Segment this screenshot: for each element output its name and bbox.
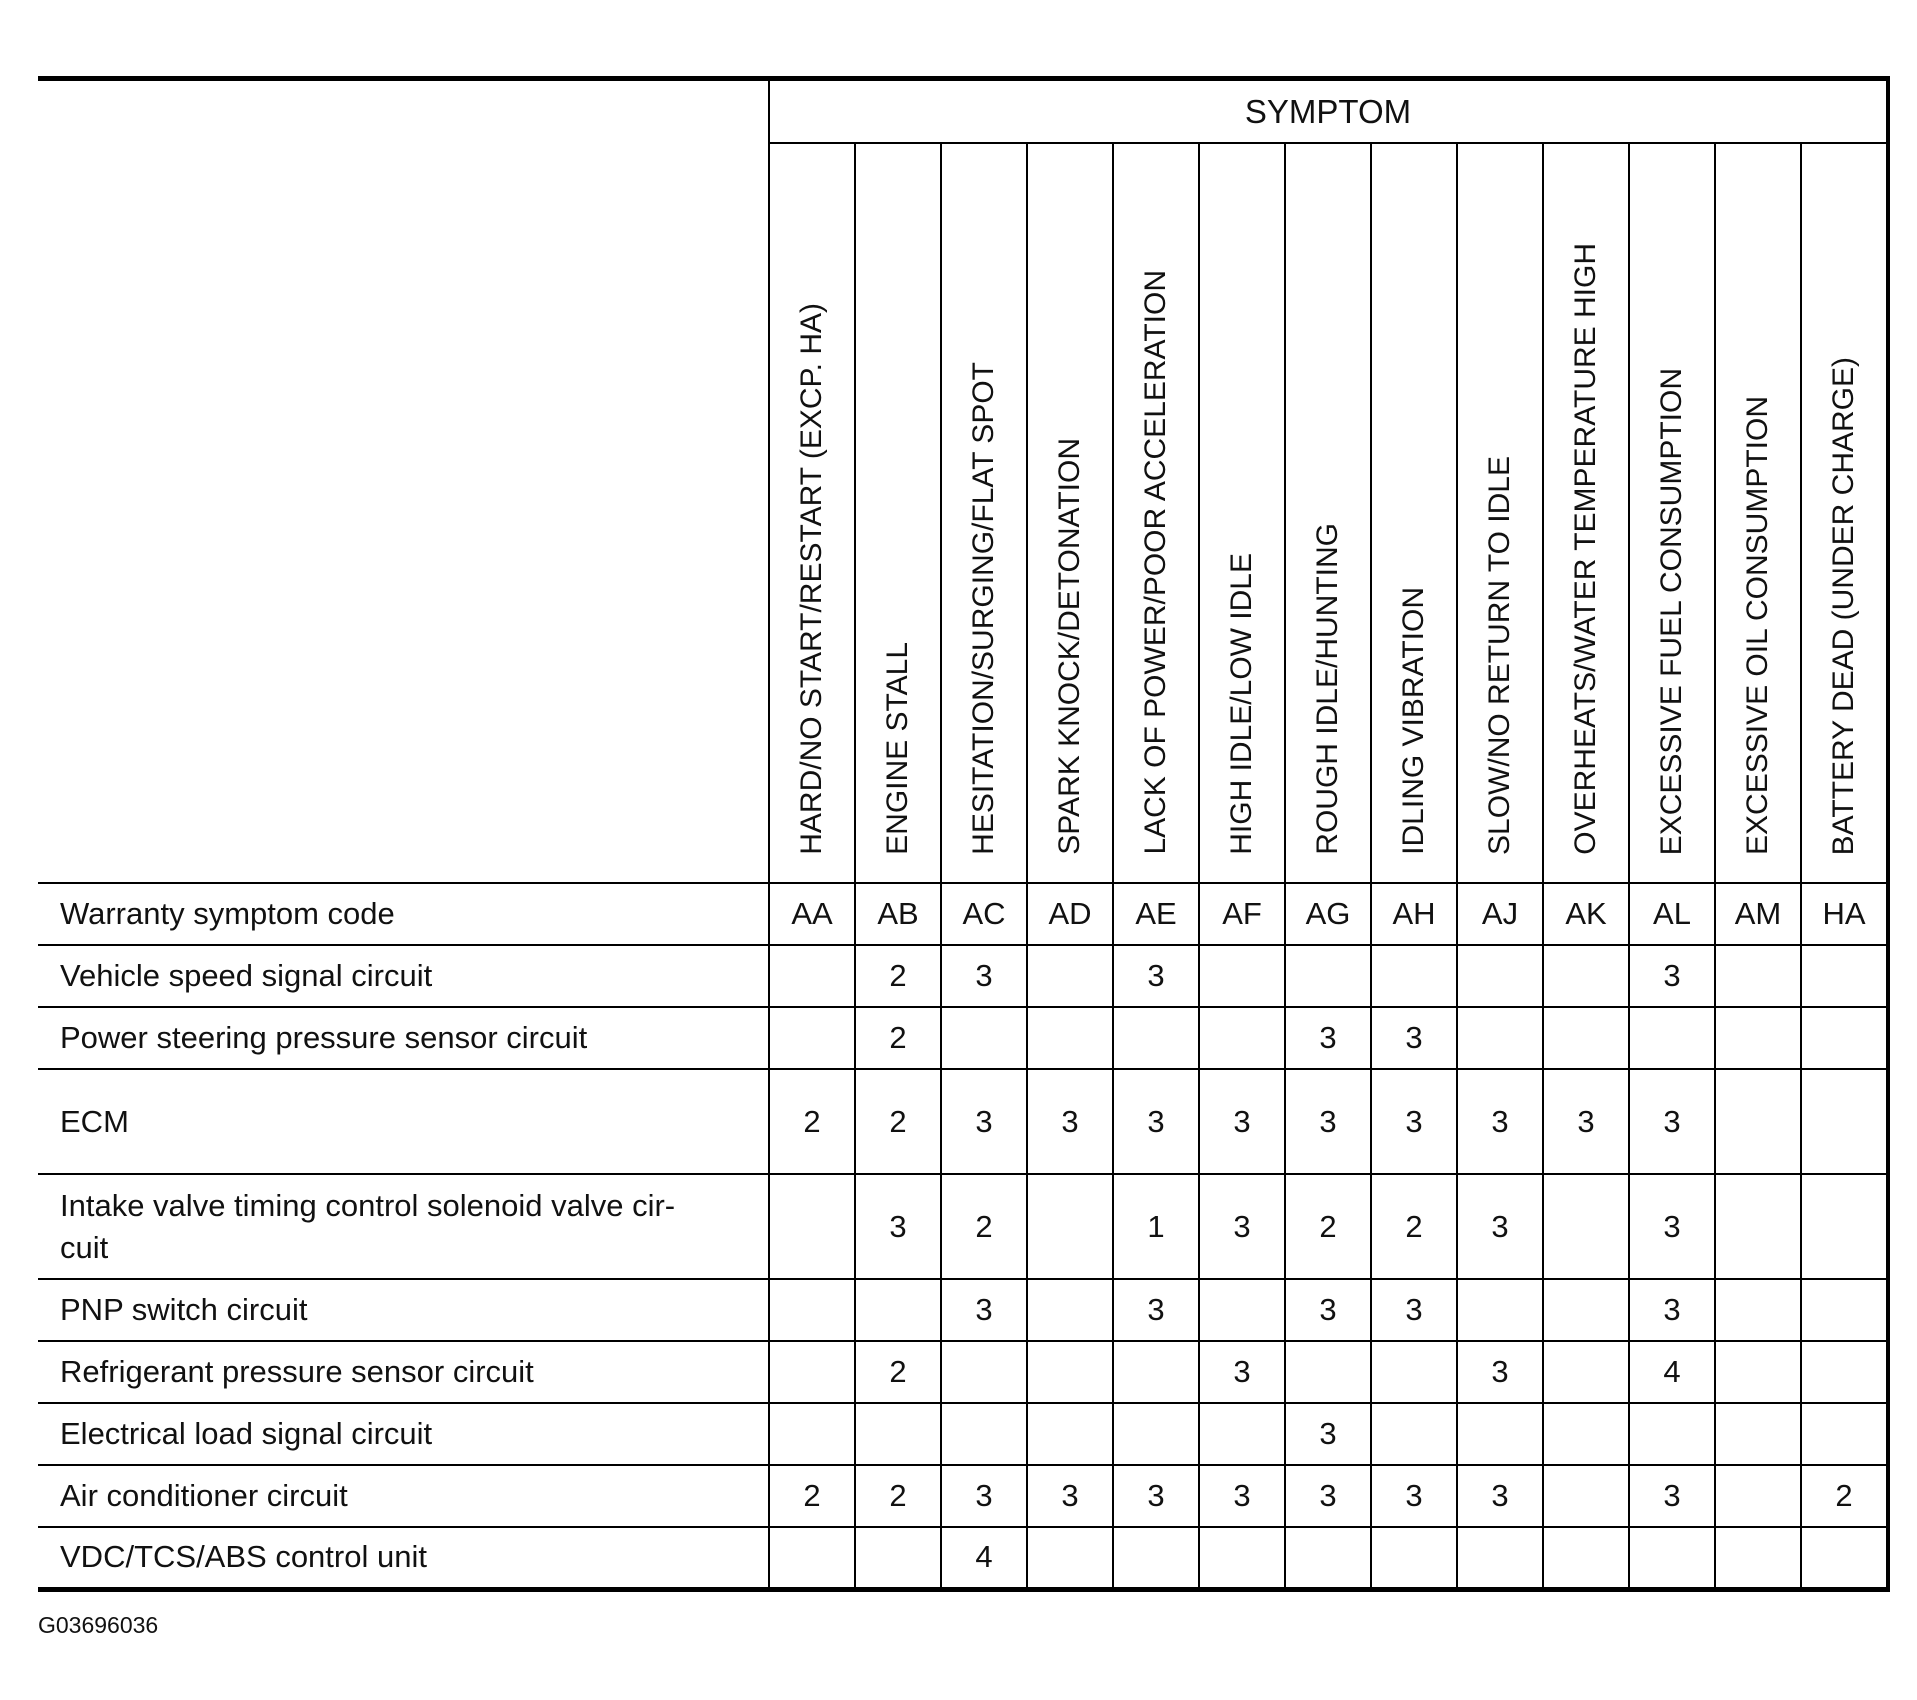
symptom-table <box>38 76 1890 1592</box>
table-cell: 3 <box>1457 1174 1543 1279</box>
header-corner <box>38 79 769 884</box>
table-cell <box>769 1527 855 1589</box>
symptom-column-label: HARD/NO START/RESTART (EXCP. HA) <box>795 303 828 855</box>
table-row <box>38 1174 1888 1279</box>
table-cell <box>1457 1279 1543 1341</box>
table-cell: 3 <box>1199 1341 1285 1403</box>
symptom-column-label: HIGH IDLE/LOW IDLE <box>1225 553 1258 855</box>
table-cell: AL <box>1629 883 1715 945</box>
table-cell <box>941 1341 1027 1403</box>
table-cell: 4 <box>941 1527 1027 1589</box>
table-cell: 3 <box>1543 1069 1629 1174</box>
table-cell: 2 <box>855 945 941 1007</box>
table-cell <box>1199 1007 1285 1069</box>
table-cell: 3 <box>1113 1069 1199 1174</box>
table-row <box>38 1465 1888 1527</box>
table-cell: 3 <box>941 945 1027 1007</box>
table-cell: 3 <box>1199 1069 1285 1174</box>
row-label: VDC/TCS/ABS control unit <box>38 1527 769 1589</box>
table-cell <box>1715 1403 1801 1465</box>
table-cell <box>769 1341 855 1403</box>
symptom-column-header <box>1199 143 1285 883</box>
table-cell: 3 <box>1457 1465 1543 1527</box>
table-cell <box>1801 1527 1888 1589</box>
table-cell <box>1457 1403 1543 1465</box>
table-cell: 3 <box>941 1069 1027 1174</box>
table-cell: AA <box>769 883 855 945</box>
table-cell <box>1715 1069 1801 1174</box>
table-cell <box>769 1279 855 1341</box>
table-cell: 3 <box>1285 1465 1371 1527</box>
table-cell: 3 <box>1199 1174 1285 1279</box>
table-cell <box>1629 1403 1715 1465</box>
table-row <box>38 1069 1888 1174</box>
table-cell <box>1715 1527 1801 1589</box>
table-cell <box>1199 1527 1285 1589</box>
symptom-column-header <box>941 143 1027 883</box>
table-cell: AK <box>1543 883 1629 945</box>
table-cell <box>1543 1007 1629 1069</box>
table-row <box>38 1403 1888 1465</box>
table-cell <box>1285 1341 1371 1403</box>
table-cell <box>1715 1279 1801 1341</box>
table-cell <box>1113 1007 1199 1069</box>
table-cell: 3 <box>1199 1465 1285 1527</box>
header-group-row <box>38 79 1888 144</box>
symptom-column-label: SPARK KNOCK/DETONATION <box>1053 438 1086 855</box>
row-label: Vehicle speed signal circuit <box>38 945 769 1007</box>
table-cell: 1 <box>1113 1174 1199 1279</box>
table-cell <box>1801 1069 1888 1174</box>
table-cell: 3 <box>1285 1279 1371 1341</box>
table-cell <box>1715 1007 1801 1069</box>
table-cell <box>1285 945 1371 1007</box>
table-cell: 3 <box>1629 1174 1715 1279</box>
symptom-column-label: OVERHEATS/WATER TEMPERATURE HIGH <box>1569 243 1602 855</box>
table-cell: 3 <box>1629 1279 1715 1341</box>
symptom-column-label: ROUGH IDLE/HUNTING <box>1311 523 1344 855</box>
table-cell: 2 <box>769 1465 855 1527</box>
table-cell: 3 <box>1027 1069 1113 1174</box>
symptom-column-header <box>769 143 855 883</box>
table-cell <box>769 1174 855 1279</box>
table-row <box>38 1007 1888 1069</box>
table-cell: AC <box>941 883 1027 945</box>
table-cell <box>1715 945 1801 1007</box>
table-cell <box>1715 1465 1801 1527</box>
table-cell: 3 <box>1113 945 1199 1007</box>
table-cell: 2 <box>855 1341 941 1403</box>
table-row <box>38 1279 1888 1341</box>
table-cell: 2 <box>1801 1465 1888 1527</box>
table-cell <box>1027 945 1113 1007</box>
symptom-column-header <box>855 143 941 883</box>
table-cell: HA <box>1801 883 1888 945</box>
symptom-column-header <box>1801 143 1888 883</box>
table-cell <box>1543 945 1629 1007</box>
table-cell: 3 <box>941 1279 1027 1341</box>
table-cell: AM <box>1715 883 1801 945</box>
table-cell <box>1629 1527 1715 1589</box>
table-cell: 2 <box>769 1069 855 1174</box>
table-row <box>38 1341 1888 1403</box>
table-cell: 3 <box>1285 1007 1371 1069</box>
table-cell: 3 <box>1113 1465 1199 1527</box>
table-cell <box>1113 1341 1199 1403</box>
table-cell: 3 <box>1371 1007 1457 1069</box>
table-row <box>38 883 1888 945</box>
table-cell <box>1801 1403 1888 1465</box>
table-cell: 2 <box>855 1069 941 1174</box>
symptom-column-header <box>1285 143 1371 883</box>
table-cell <box>1371 945 1457 1007</box>
table-row <box>38 1527 1888 1589</box>
row-label: Intake valve timing control solenoid valve cir- cuit <box>38 1174 769 1279</box>
symptom-column-header <box>1113 143 1199 883</box>
table-cell <box>1543 1465 1629 1527</box>
symptom-column-label: LACK OF POWER/POOR ACCELERATION <box>1139 270 1172 855</box>
table-cell <box>1543 1527 1629 1589</box>
table-cell: 3 <box>1285 1403 1371 1465</box>
symptom-column-label: ENGINE STALL <box>881 642 914 855</box>
table-cell <box>1113 1403 1199 1465</box>
table-cell: 2 <box>941 1174 1027 1279</box>
table-cell <box>1457 1007 1543 1069</box>
table-cell <box>1199 945 1285 1007</box>
table-cell: 3 <box>1113 1279 1199 1341</box>
table-cell <box>1027 1341 1113 1403</box>
table-cell: 3 <box>1285 1069 1371 1174</box>
row-label: Warranty symptom code <box>38 883 769 945</box>
symptom-column-header <box>1715 143 1801 883</box>
symptom-column-label: EXCESSIVE OIL CONSUMPTION <box>1741 396 1774 855</box>
table-cell: 3 <box>1457 1341 1543 1403</box>
table-cell: AB <box>855 883 941 945</box>
symptom-column-label: SLOW/NO RETURN TO IDLE <box>1483 456 1516 855</box>
table-cell: AF <box>1199 883 1285 945</box>
table-cell <box>855 1527 941 1589</box>
table-cell: 2 <box>855 1465 941 1527</box>
table-cell <box>1801 1279 1888 1341</box>
table-cell <box>769 1403 855 1465</box>
row-label: Power steering pressure sensor circuit <box>38 1007 769 1069</box>
symptom-column-header <box>1457 143 1543 883</box>
row-label: PNP switch circuit <box>38 1279 769 1341</box>
table-cell: 3 <box>1027 1465 1113 1527</box>
table-cell: 2 <box>1371 1174 1457 1279</box>
table-cell: 3 <box>855 1174 941 1279</box>
table-cell <box>1027 1527 1113 1589</box>
symptom-column-label: BATTERY DEAD (UNDER CHARGE) <box>1827 356 1860 855</box>
row-label: ECM <box>38 1069 769 1174</box>
table-cell <box>1371 1403 1457 1465</box>
symptom-column-label: IDLING VIBRATION <box>1397 587 1430 855</box>
table-cell: 3 <box>1629 945 1715 1007</box>
table-cell <box>1113 1527 1199 1589</box>
table-cell <box>1027 1403 1113 1465</box>
table-cell: AD <box>1027 883 1113 945</box>
symptom-column-header <box>1371 143 1457 883</box>
table-cell <box>1457 945 1543 1007</box>
table-cell <box>941 1403 1027 1465</box>
table-cell: 2 <box>1285 1174 1371 1279</box>
table-cell: 4 <box>1629 1341 1715 1403</box>
table-cell: 3 <box>1371 1069 1457 1174</box>
table-cell <box>1715 1341 1801 1403</box>
table-cell: 3 <box>1629 1069 1715 1174</box>
table-cell <box>1801 1007 1888 1069</box>
table-cell: 3 <box>1629 1465 1715 1527</box>
table-cell <box>1543 1403 1629 1465</box>
table-cell <box>855 1279 941 1341</box>
table-cell <box>1027 1279 1113 1341</box>
table-cell <box>1543 1279 1629 1341</box>
table-cell: AE <box>1113 883 1199 945</box>
table-cell <box>1801 945 1888 1007</box>
table-cell <box>1371 1527 1457 1589</box>
table-cell <box>1801 1174 1888 1279</box>
symptom-column-header <box>1629 143 1715 883</box>
table-cell <box>1027 1174 1113 1279</box>
table-cell: 3 <box>941 1465 1027 1527</box>
table-cell <box>1371 1341 1457 1403</box>
symptom-group-header: SYMPTOM <box>769 79 1888 144</box>
row-label: Air conditioner circuit <box>38 1465 769 1527</box>
symptom-column-label: HESITATION/SURGING/FLAT SPOT <box>967 362 1000 855</box>
table-cell <box>1629 1007 1715 1069</box>
table-cell: AH <box>1371 883 1457 945</box>
table-cell <box>1715 1174 1801 1279</box>
symptom-column-header <box>1027 143 1113 883</box>
table-cell: AJ <box>1457 883 1543 945</box>
table-cell: 2 <box>855 1007 941 1069</box>
table-cell <box>1457 1527 1543 1589</box>
table-cell <box>1543 1341 1629 1403</box>
symptom-column-header <box>1543 143 1629 883</box>
table-cell <box>1027 1007 1113 1069</box>
table-cell: 3 <box>1371 1279 1457 1341</box>
table-cell <box>769 1007 855 1069</box>
table-row <box>38 945 1888 1007</box>
table-cell <box>1543 1174 1629 1279</box>
table-cell: AG <box>1285 883 1371 945</box>
table-cell <box>1199 1403 1285 1465</box>
table-cell <box>1199 1279 1285 1341</box>
figure-id: G03696036 <box>38 1612 159 1638</box>
table-cell <box>769 945 855 1007</box>
table-cell: 3 <box>1371 1465 1457 1527</box>
row-label: Electrical load signal circuit <box>38 1403 769 1465</box>
table-cell <box>1285 1527 1371 1589</box>
table-cell <box>941 1007 1027 1069</box>
table-cell <box>855 1403 941 1465</box>
symptom-column-label: EXCESSIVE FUEL CONSUMPTION <box>1655 367 1688 855</box>
row-label: Refrigerant pressure sensor circuit <box>38 1341 769 1403</box>
table-cell <box>1801 1341 1888 1403</box>
table-cell: 3 <box>1457 1069 1543 1174</box>
